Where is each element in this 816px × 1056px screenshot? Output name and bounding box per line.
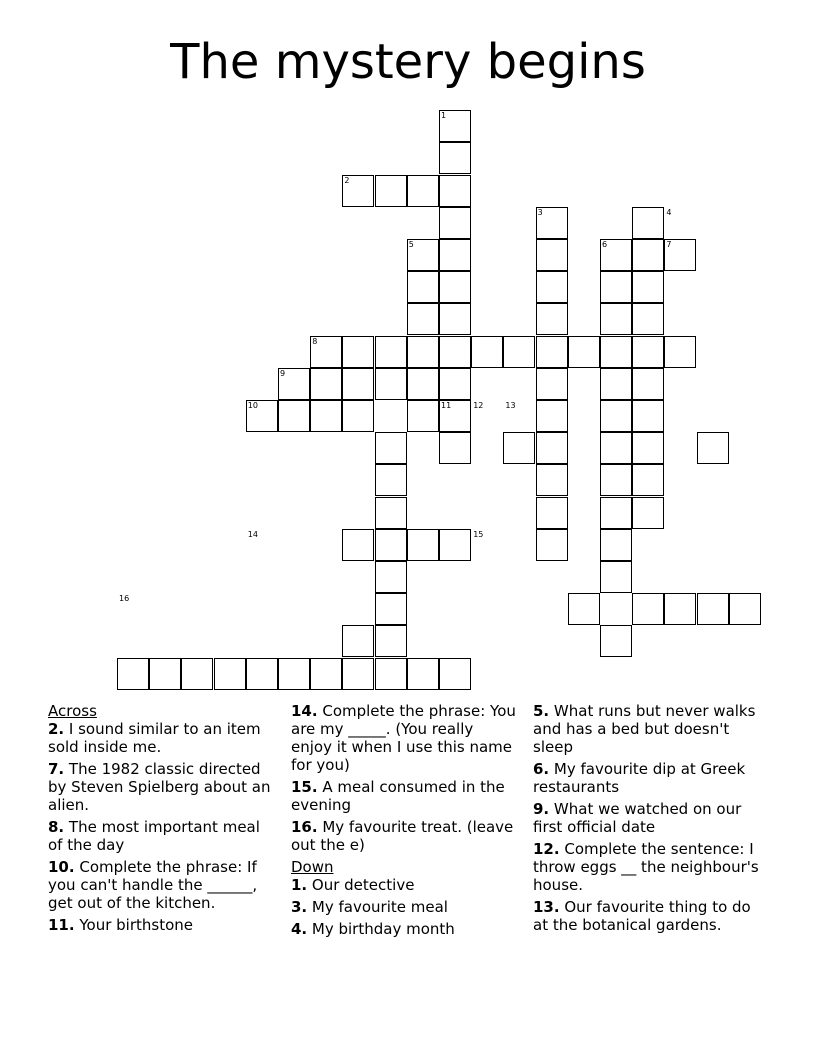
- grid-cell[interactable]: [407, 175, 439, 207]
- clue-number-label: 16: [119, 594, 130, 604]
- clue: [533, 898, 763, 934]
- clue: [533, 840, 763, 894]
- clue: [48, 720, 273, 756]
- grid-cell[interactable]: [632, 400, 664, 432]
- grid-cell[interactable]: [342, 658, 374, 690]
- grid-cell[interactable]: [536, 529, 568, 561]
- clue-number-label: 5: [408, 240, 414, 249]
- clue-number-label: 1: [441, 111, 447, 121]
- grid-cell[interactable]: [439, 142, 471, 174]
- clue-number-label: 4: [666, 207, 672, 217]
- grid-cell[interactable]: [536, 497, 568, 529]
- clue-number-label: 7: [666, 240, 672, 249]
- clue: [291, 778, 516, 814]
- down-heading: Down: [291, 858, 334, 876]
- clue-number-label: 10: [247, 401, 258, 410]
- grid-cell[interactable]: [342, 529, 374, 561]
- clue-number: 6.: [533, 760, 550, 778]
- grid-cell[interactable]: [632, 271, 664, 303]
- clues-column-3: [533, 702, 763, 938]
- grid-cell[interactable]: [632, 303, 664, 335]
- grid-cell[interactable]: [117, 658, 149, 690]
- grid-cell[interactable]: [375, 593, 407, 625]
- grid-cell[interactable]: [375, 464, 407, 496]
- clue-number: 5.: [533, 702, 550, 720]
- grid-cell[interactable]: [407, 336, 439, 368]
- clue-number: 12.: [533, 840, 560, 858]
- across-heading: Across: [48, 702, 97, 720]
- clue-text: My birthday month: [307, 920, 455, 938]
- clue: [291, 898, 516, 916]
- clue-text: What we watched on our first official date: [533, 800, 742, 836]
- grid-cell[interactable]: [600, 625, 632, 657]
- grid-cell[interactable]: [536, 336, 568, 368]
- grid-cell[interactable]: [632, 464, 664, 496]
- clue: [291, 920, 516, 938]
- clue-number: 1.: [291, 876, 308, 894]
- clue-number-label: 11: [441, 401, 452, 410]
- clue-text: Complete the phrase: If you can't handle the ______, get out of the kitchen.: [48, 858, 258, 912]
- grid-cell[interactable]: [600, 336, 632, 368]
- grid-cell[interactable]: [342, 336, 374, 368]
- clue: [48, 858, 273, 912]
- grid-cell[interactable]: [246, 658, 278, 690]
- grid-cell[interactable]: [439, 175, 471, 207]
- grid-cell[interactable]: [697, 432, 729, 464]
- grid-cell[interactable]: [375, 529, 407, 561]
- clue: [48, 760, 273, 814]
- grid-cell[interactable]: [503, 336, 535, 368]
- grid-cell[interactable]: [310, 400, 342, 432]
- clue-number-label: 3: [537, 207, 543, 217]
- grid-cell[interactable]: [407, 303, 439, 335]
- clue-text: Your birthstone: [74, 916, 193, 934]
- grid-cell[interactable]: [600, 464, 632, 496]
- grid-cell[interactable]: [310, 658, 342, 690]
- grid-cell[interactable]: [536, 239, 568, 271]
- grid-cell[interactable]: [407, 368, 439, 400]
- grid-cell[interactable]: [632, 432, 664, 464]
- grid-cell[interactable]: [342, 368, 374, 400]
- grid-cell[interactable]: [632, 593, 664, 625]
- clue-number-label: 13: [505, 401, 516, 410]
- grid-cell[interactable]: [375, 175, 407, 207]
- clue-number: 11.: [48, 916, 75, 934]
- grid-cell[interactable]: [375, 432, 407, 464]
- grid-cell[interactable]: [568, 593, 600, 625]
- grid-cell[interactable]: [697, 593, 729, 625]
- grid-cell[interactable]: [632, 207, 664, 239]
- clue-text: My favourite treat. (leave out the e): [291, 818, 514, 854]
- grid-cell[interactable]: [375, 658, 407, 690]
- clue-number: 3.: [291, 898, 308, 916]
- clue-text: My favourite meal: [307, 898, 448, 916]
- grid-cell[interactable]: [568, 336, 600, 368]
- grid-cell[interactable]: [439, 368, 471, 400]
- clues-column-2: [291, 702, 516, 942]
- grid-cell[interactable]: [310, 368, 342, 400]
- grid-cell[interactable]: [181, 658, 213, 690]
- grid-cell[interactable]: [600, 303, 632, 335]
- clue-number-label: 12: [473, 401, 484, 410]
- grid-cell[interactable]: [536, 400, 568, 432]
- clue: [533, 800, 763, 836]
- grid-cell[interactable]: [632, 336, 664, 368]
- clue-text: Our detective: [307, 876, 415, 894]
- clue-number: 10.: [48, 858, 75, 876]
- grid-cell[interactable]: [407, 271, 439, 303]
- clue-number-label: 14: [247, 529, 258, 539]
- clue-number: 15.: [291, 778, 318, 796]
- clue-number: 14.: [291, 702, 318, 720]
- grid-cell[interactable]: [439, 336, 471, 368]
- grid-cell[interactable]: [664, 593, 696, 625]
- grid-cell[interactable]: [149, 658, 181, 690]
- clue-number: 7.: [48, 760, 65, 778]
- grid-cell[interactable]: [536, 303, 568, 335]
- clue-number: 2.: [48, 720, 65, 738]
- clue-text: The 1982 classic directed by Steven Spielberg about an alien.: [48, 760, 271, 814]
- grid-cell[interactable]: [439, 658, 471, 690]
- clues-column-1: [48, 702, 273, 938]
- grid-cell[interactable]: [375, 336, 407, 368]
- clue-number: 8.: [48, 818, 65, 836]
- clue: [533, 702, 763, 756]
- clue-text: My favourite dip at Greek restaurants: [533, 760, 746, 796]
- grid-cell[interactable]: [600, 400, 632, 432]
- grid-cell[interactable]: [407, 529, 439, 561]
- grid-cell[interactable]: [375, 497, 407, 529]
- clue-text: Our favourite thing to do at the botanical gardens.: [533, 898, 751, 934]
- clue-text: Complete the sentence: I throw eggs __ the neighbour's house.: [533, 840, 759, 894]
- grid-cell[interactable]: [536, 271, 568, 303]
- grid-cell[interactable]: [278, 658, 310, 690]
- grid-cell[interactable]: [536, 464, 568, 496]
- clue-text: Complete the phrase: You are my _____. (You really enjoy it when I use this name for you): [291, 702, 516, 774]
- grid-cell[interactable]: [439, 303, 471, 335]
- clue-number: 13.: [533, 898, 560, 916]
- clue-number: 9.: [533, 800, 550, 818]
- grid-cell[interactable]: [600, 368, 632, 400]
- grid-cell[interactable]: [342, 625, 374, 657]
- grid-cell[interactable]: [729, 593, 761, 625]
- clue-text: The most important meal of the day: [48, 818, 260, 854]
- clue-text: A meal consumed in the evening: [291, 778, 505, 814]
- grid-cell[interactable]: [342, 400, 374, 432]
- clue: [291, 818, 516, 854]
- grid-cell[interactable]: [536, 368, 568, 400]
- clue: [291, 702, 516, 774]
- clue-number-label: 15: [473, 529, 484, 539]
- clue-number: 4.: [291, 920, 308, 938]
- clue-number: 16.: [291, 818, 318, 836]
- grid-cell[interactable]: [600, 561, 632, 593]
- grid-cell[interactable]: [375, 561, 407, 593]
- clue: [48, 916, 273, 934]
- grid-cell[interactable]: [214, 658, 246, 690]
- puzzle-title: The mystery begins: [170, 34, 646, 90]
- grid-cell[interactable]: [664, 336, 696, 368]
- grid-cell[interactable]: [600, 529, 632, 561]
- clue: [291, 876, 516, 894]
- grid-cell[interactable]: [439, 207, 471, 239]
- grid-cell[interactable]: [375, 368, 407, 400]
- clue-number-label: 8: [312, 336, 318, 346]
- clue-text: I sound similar to an item sold inside me.: [48, 720, 261, 756]
- grid-cell[interactable]: [407, 400, 439, 432]
- grid-cell[interactable]: [439, 239, 471, 271]
- grid-cell[interactable]: [632, 497, 664, 529]
- grid-cell[interactable]: [375, 625, 407, 657]
- grid-cell[interactable]: [471, 336, 503, 368]
- grid-cell[interactable]: [439, 271, 471, 303]
- clue: [533, 760, 763, 796]
- grid-cell[interactable]: [632, 368, 664, 400]
- grid-cell[interactable]: [439, 529, 471, 561]
- grid-cell[interactable]: [503, 432, 535, 464]
- grid-cell[interactable]: [600, 271, 632, 303]
- clue: [48, 818, 273, 854]
- clue-number-label: 2: [344, 175, 350, 185]
- clue-text: What runs but never walks and has a bed but doesn't sleep: [533, 702, 756, 756]
- grid-cell[interactable]: [600, 497, 632, 529]
- grid-cell[interactable]: [632, 239, 664, 271]
- grid-cell[interactable]: [407, 658, 439, 690]
- grid-cell[interactable]: [439, 432, 471, 464]
- grid-cell[interactable]: [536, 432, 568, 464]
- grid-cell[interactable]: [600, 432, 632, 464]
- clue-number-label: 9: [280, 368, 286, 378]
- grid-cell[interactable]: [278, 400, 310, 432]
- clue-number-label: 6: [602, 240, 608, 249]
